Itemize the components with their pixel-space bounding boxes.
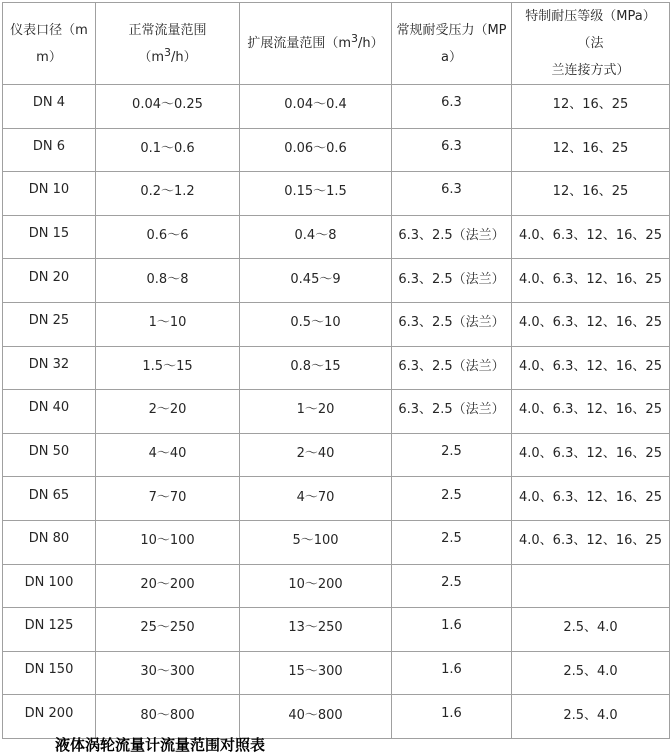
table-cell-normal-flow: 0.8～8 [96, 259, 240, 303]
table-cell-diameter: DN 100 [3, 564, 96, 608]
table-cell-normal-flow: 10～100 [96, 520, 240, 564]
header-text: /h） [171, 49, 197, 65]
table-row [3, 520, 670, 564]
table-cell-pressure: 6.3、2.5（法兰） [392, 302, 512, 346]
table-cell-normal-flow: 0.04～0.25 [96, 85, 240, 129]
header-line: a） [441, 49, 462, 65]
table-cell-special-pressure: 4.0、6.3、12、16、25 [512, 477, 670, 521]
table-row [3, 695, 670, 739]
header-line: m） [36, 49, 62, 65]
table-cell-diameter: DN 125 [3, 608, 96, 652]
table-row [3, 390, 670, 434]
table-cell-pressure: 1.6 [392, 608, 512, 652]
table-cell-special-pressure: 12、16、25 [512, 85, 670, 129]
table-cell-extended-flow: 0.8～15 [240, 346, 392, 390]
table-cell-pressure: 6.3、2.5（法兰） [392, 390, 512, 434]
table-cell-pressure: 6.3、2.5（法兰） [392, 215, 512, 259]
table-cell-diameter: DN 10 [3, 172, 96, 216]
table-cell-diameter: DN 15 [3, 215, 96, 259]
table-cell-normal-flow: 0.1～0.6 [96, 128, 240, 172]
table-cell-pressure: 6.3 [392, 85, 512, 129]
header-line: 兰连接方式） [551, 63, 630, 78]
table-cell-extended-flow: 0.45～9 [240, 259, 392, 303]
table-cell-pressure: 2.5 [392, 477, 512, 521]
table-cell-extended-flow: 0.15～1.5 [240, 172, 392, 216]
header-row [3, 3, 670, 85]
table-cell-extended-flow: 13～250 [240, 608, 392, 652]
table-row [3, 651, 670, 695]
table-cell-extended-flow: 4～70 [240, 477, 392, 521]
table-row [3, 346, 670, 390]
table-cell-special-pressure: 2.5、4.0 [512, 608, 670, 652]
table-row [3, 259, 670, 303]
table-cell-normal-flow: 30～300 [96, 651, 240, 695]
table-cell-special-pressure: 4.0、6.3、12、16、25 [512, 433, 670, 477]
header-line: 特制耐压等级（MPa）（法 [525, 9, 656, 51]
table-row [3, 608, 670, 652]
table-cell-extended-flow: 0.5～10 [240, 302, 392, 346]
table-cell-normal-flow: 1.5～15 [96, 346, 240, 390]
table-cell-special-pressure: 4.0、6.3、12、16、25 [512, 520, 670, 564]
superscript-3: 3 [164, 45, 172, 59]
header-text: 正常流量范围（m [128, 22, 207, 65]
table-cell-pressure: 2.5 [392, 520, 512, 564]
table-cell-pressure: 6.3 [392, 172, 512, 216]
table-cell-diameter: DN 80 [3, 520, 96, 564]
table-cell-normal-flow: 1～10 [96, 302, 240, 346]
table-cell-diameter: DN 20 [3, 259, 96, 303]
table-cell-extended-flow: 5～100 [240, 520, 392, 564]
table-cell-normal-flow: 80～800 [96, 695, 240, 739]
clipped-text-line: 液体涡轮流量计流量范围对照表 [55, 736, 266, 754]
table-cell-special-pressure: 4.0、6.3、12、16、25 [512, 390, 670, 434]
table-cell-diameter: DN 25 [3, 302, 96, 346]
table-cell-special-pressure [512, 564, 670, 608]
table-row [3, 477, 670, 521]
table-cell-special-pressure: 4.0、6.3、12、16、25 [512, 259, 670, 303]
column-header-diameter [3, 3, 96, 85]
table-cell-normal-flow: 2～20 [96, 390, 240, 434]
header-line: 常规耐受压力（MP [396, 22, 507, 38]
table-cell-normal-flow: 25～250 [96, 608, 240, 652]
header-text: /h） [358, 36, 384, 51]
table-cell-extended-flow: 1～20 [240, 390, 392, 434]
table-row [3, 128, 670, 172]
table-body [3, 85, 670, 739]
table-cell-extended-flow: 0.04～0.4 [240, 85, 392, 129]
table-cell-special-pressure: 4.0、6.3、12、16、25 [512, 215, 670, 259]
column-header-pressure [392, 3, 512, 85]
table-cell-diameter: DN 200 [3, 695, 96, 739]
table-header [3, 3, 670, 85]
table-cell-diameter: DN 4 [3, 85, 96, 129]
table-cell-diameter: DN 150 [3, 651, 96, 695]
table-row [3, 433, 670, 477]
table-row [3, 215, 670, 259]
table-cell-normal-flow: 0.2～1.2 [96, 172, 240, 216]
table-cell-diameter: DN 32 [3, 346, 96, 390]
table-cell-special-pressure: 12、16、25 [512, 172, 670, 216]
table-cell-normal-flow: 20～200 [96, 564, 240, 608]
table-cell-pressure: 6.3、2.5（法兰） [392, 346, 512, 390]
table-cell-special-pressure: 2.5、4.0 [512, 695, 670, 739]
table-cell-extended-flow: 10～200 [240, 564, 392, 608]
flow-meter-spec-table [2, 2, 670, 739]
table-cell-pressure: 1.6 [392, 651, 512, 695]
table-cell-pressure: 2.5 [392, 564, 512, 608]
table-cell-extended-flow: 0.06～0.6 [240, 128, 392, 172]
table-cell-normal-flow: 7～70 [96, 477, 240, 521]
table-cell-pressure: 2.5 [392, 433, 512, 477]
column-header-normal-flow [96, 3, 240, 85]
table-row [3, 564, 670, 608]
table-cell-extended-flow: 40～800 [240, 695, 392, 739]
table-cell-special-pressure: 4.0、6.3、12、16、25 [512, 302, 670, 346]
table-cell-pressure: 6.3、2.5（法兰） [392, 259, 512, 303]
table-cell-special-pressure: 4.0、6.3、12、16、25 [512, 346, 670, 390]
table-cell-diameter: DN 65 [3, 477, 96, 521]
table-cell-diameter: DN 40 [3, 390, 96, 434]
column-header-special-pressure [512, 3, 670, 85]
header-text: 扩展流量范围（m [247, 36, 352, 51]
table-row [3, 85, 670, 129]
table-cell-extended-flow: 2～40 [240, 433, 392, 477]
table-cell-pressure: 1.6 [392, 695, 512, 739]
superscript-3: 3 [351, 32, 359, 45]
column-header-extended-flow [240, 3, 392, 85]
table-row [3, 172, 670, 216]
table-cell-diameter: DN 6 [3, 128, 96, 172]
table-cell-normal-flow: 0.6～6 [96, 215, 240, 259]
table-cell-extended-flow: 15～300 [240, 651, 392, 695]
table-cell-special-pressure: 2.5、4.0 [512, 651, 670, 695]
table-cell-normal-flow: 4～40 [96, 433, 240, 477]
table-cell-pressure: 6.3 [392, 128, 512, 172]
header-line: 仪表口径（m [10, 22, 88, 38]
table-cell-special-pressure: 12、16、25 [512, 128, 670, 172]
table-cell-extended-flow: 0.4～8 [240, 215, 392, 259]
table-cell-diameter: DN 50 [3, 433, 96, 477]
table-row [3, 302, 670, 346]
